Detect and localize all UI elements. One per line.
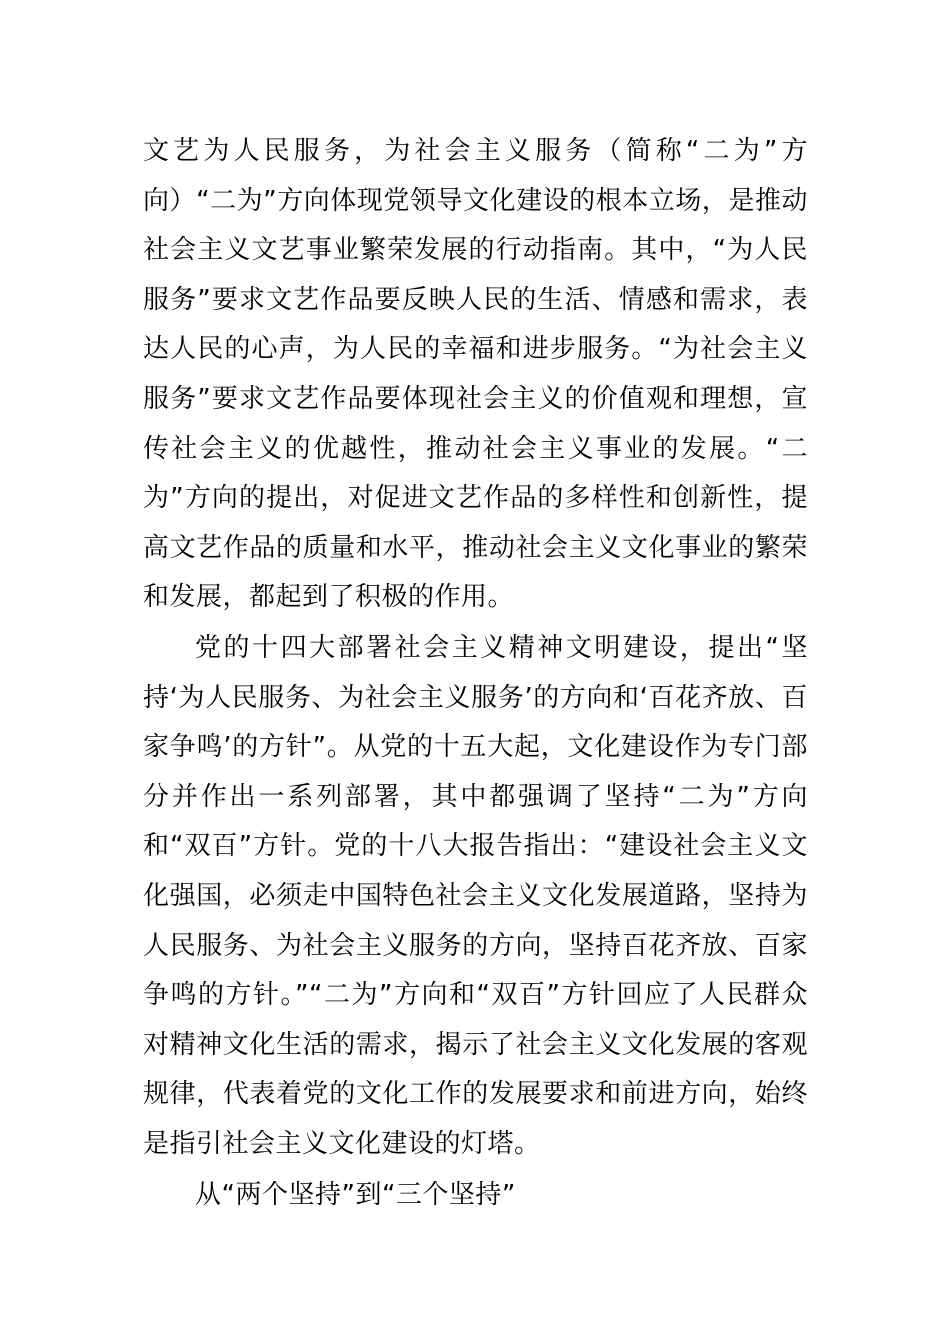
paragraph-er-wei-direction: 文艺为人民服务，为社会主义服务（简称“二为”方向）“二为”方向体现党领导文化建设的根本立场，是推动社会主义文艺事业繁荣发展的行动指南。其中，“为人民服务”要求文艺作品要反映人民的生活、情感和需求，表达人民的心声，为人民的幸福和进步服务。“为社会主义服务”要求文艺作品要体现社会主义的价值观和理想，宣传社会主义的优越性，推动社会主义事业的发展。“二为”方向的提出，对促进文艺作品的多样性和创新性，提高文艺作品的质量和水平，推动社会主义文化事业的繁荣和发展，都起到了积极的作用。 xyxy=(143,136,808,613)
paragraph-party-congress: 党的十四大部署社会主义精神文明建设，提出“坚持‘为人民服务、为社会主义服务’的方向和‘百花齐放、百家争鸣’的方针”。从党的十五大起，文化建设作为专门部分并作出一系列部署，其中都强调了坚持“二为”方向和“双百”方针。党的十八大报告指出：“建设社会主义文化强国，必须走中国特色社会主义文化发展道路，坚持为人民服务、为社会主义服务的方向，坚持百花齐放、百家争鸣的方针。”“二为”方向和“双百”方针回应了人民群众对精神文化生活的需求，揭示了社会主义文化发展的客观规律，代表着党的文化工作的发展要求和前进方向，始终是指引社会主义文化建设的灯塔。 xyxy=(143,633,808,1159)
body-text-block xyxy=(143,127,808,623)
section-heading: 从“两个坚持”到“三个坚持” xyxy=(195,1180,516,1210)
body-text-block xyxy=(143,1171,808,1221)
body-text-block xyxy=(143,624,808,1170)
